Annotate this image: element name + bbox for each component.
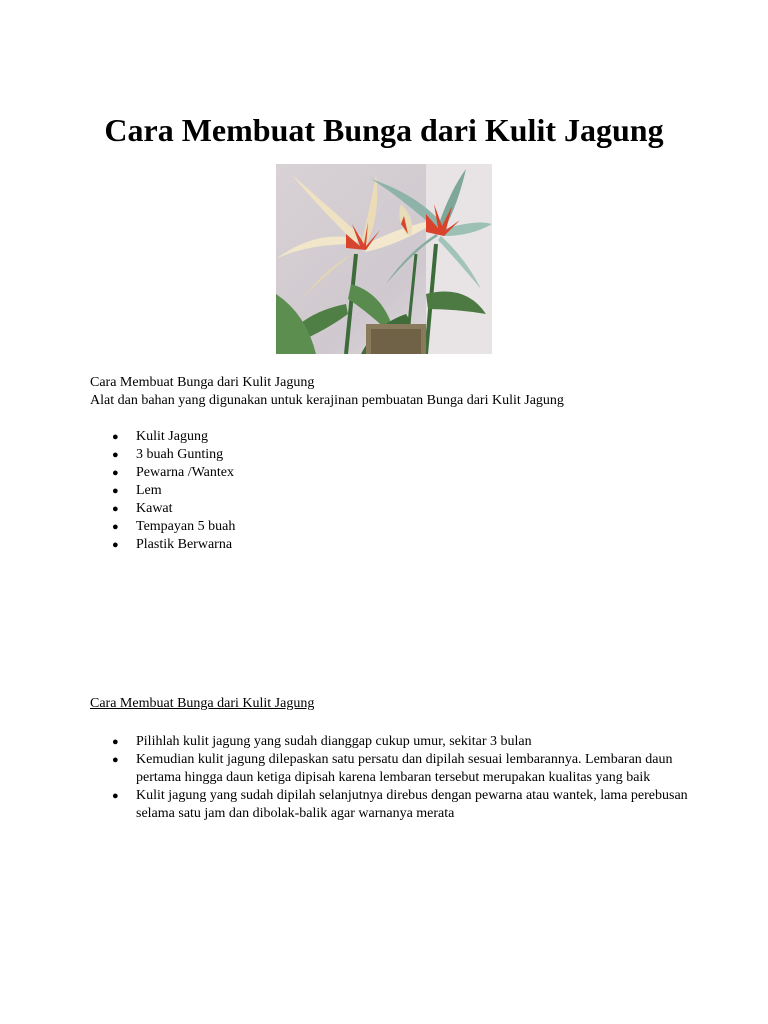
list-item-text: Pilihlah kulit jagung yang sudah dianggap cukup umur, sekitar 3 bulan: [136, 734, 532, 749]
bullet-icon: ●: [112, 539, 119, 551]
bullet-icon: ●: [112, 431, 119, 443]
list-item: [90, 464, 690, 482]
corn-husk-flower-photo: [276, 164, 492, 354]
steps-list: [90, 733, 690, 823]
list-item: [90, 500, 690, 518]
list-item: [90, 751, 690, 787]
list-item-text: Lem: [136, 483, 162, 498]
list-item-text: Plastik Berwarna: [136, 537, 233, 552]
list-item: [90, 428, 690, 446]
list-item: [90, 787, 690, 823]
list-item-text: Kawat: [136, 501, 173, 516]
materials-list: [90, 428, 690, 554]
list-item-text: Kulit Jagung: [136, 429, 208, 444]
list-item-text: Tempayan 5 buah: [136, 519, 236, 534]
list-item-text: Pewarna /Wantex: [136, 465, 234, 480]
bullet-icon: ●: [112, 521, 119, 533]
list-item: [90, 536, 690, 554]
list-item: [90, 482, 690, 500]
bullet-icon: ●: [112, 754, 119, 766]
bullet-icon: ●: [112, 736, 119, 748]
list-item-text: Kemudian kulit jagung dilepaskan satu persatu dan dipilah sesuai lembarannya. Lembaran daun pertama hingga daun ketiga dipisah karena lembaran tersebut merupakan kualitas yang baik: [136, 752, 673, 785]
list-item-text: 3 buah Gunting: [136, 447, 224, 462]
bullet-icon: ●: [112, 467, 119, 479]
document-title: Cara Membuat Bunga dari Kulit Jagung: [104, 112, 664, 148]
steps-heading: Cara Membuat Bunga dari Kulit Jagung: [90, 696, 315, 711]
bullet-icon: ●: [112, 503, 119, 515]
intro-text: [90, 374, 710, 410]
list-item: [90, 518, 690, 536]
intro-line-1: Cara Membuat Bunga dari Kulit Jagung: [90, 375, 315, 390]
list-item: [90, 733, 690, 751]
bullet-icon: ●: [112, 790, 119, 802]
list-item-text: Kulit jagung yang sudah dipilah selanjutnya direbus dengan pewarna atau wantek, lama perebusan selama satu jam dan dibolak-balik agar warnanya merata: [136, 788, 688, 821]
list-item: [90, 446, 690, 464]
bullet-icon: ●: [112, 485, 119, 497]
intro-line-2: Alat dan bahan yang digunakan untuk kerajinan pembuatan Bunga dari Kulit Jagung: [90, 393, 564, 408]
bullet-icon: ●: [112, 449, 119, 461]
